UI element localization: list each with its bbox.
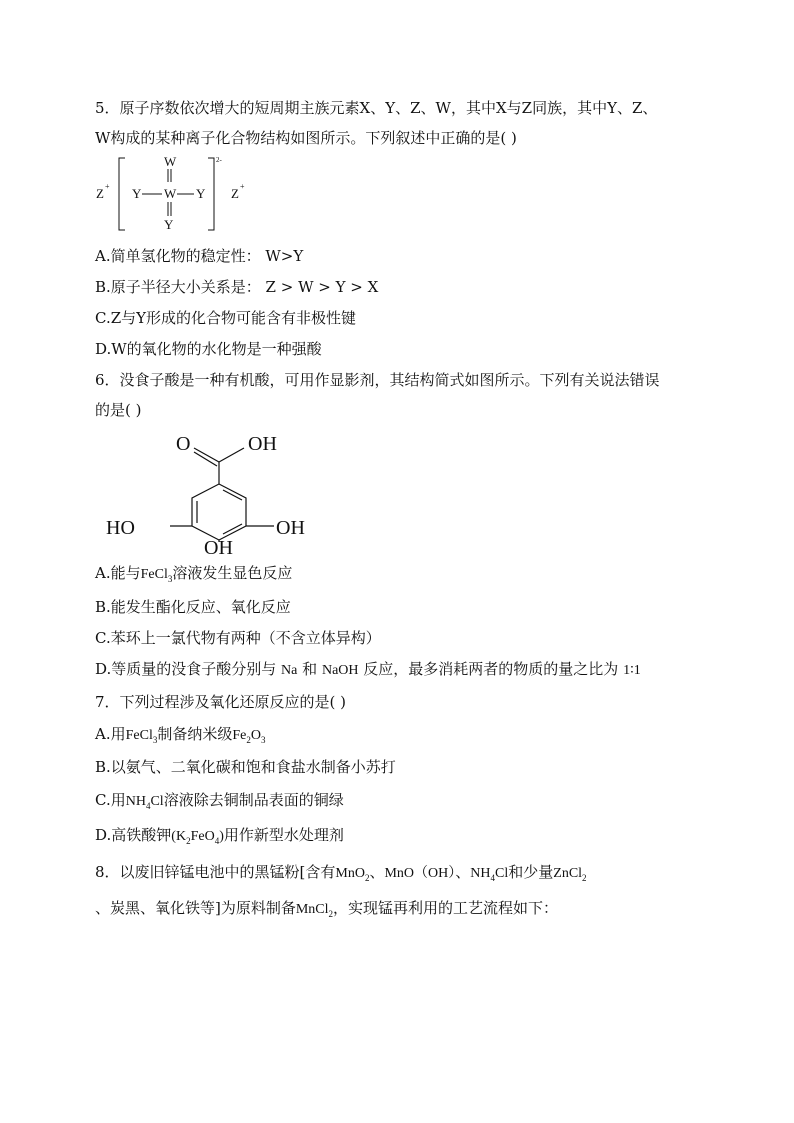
q7-option-b: B.以氨气、二氧化碳和饱和食盐水制备小苏打 — [95, 758, 396, 776]
atom-center: W — [164, 186, 177, 201]
text: 用作新型水处理剂 — [223, 826, 344, 844]
subscript: 2 — [328, 908, 334, 919]
acid-hydroxyl: OH — [248, 433, 277, 455]
cation-right-charge: + — [240, 182, 245, 191]
paren: ( — [171, 829, 176, 844]
formula: MnCl — [295, 902, 329, 917]
q7-option-a — [95, 724, 265, 746]
q5-option-c: C.Z与Y形成的化合物可能含有非极性键 — [95, 309, 357, 327]
q7-stem: 7．下列过程涉及氧化还原反应的是( ) — [95, 693, 347, 711]
q7-option-c — [95, 790, 344, 812]
subscript: 3 — [152, 734, 158, 745]
formula: FeCl — [140, 567, 168, 582]
formula-fe2o3 — [232, 728, 265, 743]
formula: Cl — [495, 866, 509, 881]
q5-stem-line1: 5．原子序数依次增大的短周期主族元素X、Y、Z、W，其中X与Z同族，其中Y、Z、 — [95, 99, 658, 117]
text: A.用 — [95, 725, 126, 743]
subscript: 2 — [246, 734, 251, 745]
q6-gallic-acid-structure — [104, 428, 364, 556]
text: 和 — [302, 660, 318, 678]
q6-stem-line2: 的是( ) — [95, 401, 142, 419]
formula-naoh: NaOH — [321, 663, 359, 678]
text: ，实现锰再利用的工艺流程如下： — [333, 899, 559, 917]
q6-stem-line1: 6．没食子酸是一种有机酸，可用作显影剂，其结构简式如图所示。下列有关说法错误 — [95, 371, 660, 389]
subscript: 2 — [186, 835, 191, 846]
formula-na: Na — [281, 663, 298, 678]
formula: ZnCl — [553, 866, 583, 881]
formula: NH — [470, 866, 491, 881]
q8-stem-line2 — [95, 898, 558, 920]
formula: Cl — [150, 794, 164, 809]
q5-ionic-structure — [90, 152, 270, 234]
q5-option-a: A.简单氢化物的稳定性： W>Y — [95, 247, 304, 265]
atom-bottom: Y — [164, 217, 174, 232]
text: D.高铁酸钾 — [95, 826, 172, 844]
carbonyl-oxygen: O — [176, 433, 191, 455]
q8-stem-line1 — [95, 862, 587, 884]
q6-option-c: C.苯环上一氯代物有两种（不含立体异构） — [95, 629, 381, 647]
formula-mno2 — [335, 866, 369, 881]
text: D.等质量的没食子酸分别与 — [95, 660, 277, 678]
formula: MnO — [335, 866, 365, 881]
q6-option-d — [95, 659, 641, 681]
q5-stem-line2: W构成的某种离子化合物结构如图所示。下列叙述中正确的是( ) — [95, 129, 517, 147]
text: 、 — [455, 863, 471, 881]
bottom-hydroxyl: OH — [204, 537, 233, 556]
cation-left: Z — [96, 186, 104, 201]
anion-charge: 2- — [216, 156, 222, 164]
q6-option-b: B.能发生酯化反应、氧化反应 — [95, 598, 291, 616]
formula: FeCl — [125, 728, 153, 743]
formula: FeO — [190, 829, 215, 844]
cation-right: Z — [231, 186, 239, 201]
q5-option-b: B.原子半径大小关系是： Z > W > Y > X — [95, 278, 379, 296]
cation-left-charge: + — [105, 182, 110, 191]
subscript: 2 — [364, 872, 370, 883]
formula-fecl3 — [126, 728, 158, 743]
text: A.能与 — [95, 564, 141, 582]
formula-k2feo4 — [171, 829, 224, 844]
atom-right: Y — [196, 186, 206, 201]
formula-nh4cl — [470, 866, 508, 881]
ratio: 1∶1 — [623, 663, 641, 678]
left-hydroxyl: HO — [106, 517, 135, 539]
formula-nh4cl — [126, 794, 164, 809]
formula: NH — [125, 794, 146, 809]
text: 反应，最多消耗两者的物质的量之比为 — [363, 660, 619, 678]
text: 溶液发生显色反应 — [172, 564, 293, 582]
q7-option-d — [95, 825, 344, 847]
formula: Fe — [232, 728, 247, 743]
atom-left: Y — [132, 186, 142, 201]
text: 8．以废旧锌锰电池中的黑锰粉[含有 — [95, 863, 336, 881]
text: C.用 — [95, 791, 126, 809]
text: 溶液除去铜制品表面的铜绿 — [163, 791, 344, 809]
subscript: 4 — [490, 872, 496, 883]
formula-fecl3 — [141, 567, 173, 582]
paren: ) — [219, 829, 224, 844]
subscript: 4 — [145, 800, 151, 811]
text: 、炭黑、氧化铁等]为原料制备 — [95, 899, 296, 917]
formula-zncl2 — [553, 866, 586, 881]
formula: K — [175, 829, 187, 844]
subscript: 3 — [167, 573, 173, 584]
formula: O — [250, 728, 261, 743]
q6-option-a — [95, 563, 292, 585]
subscript: 4 — [214, 835, 220, 846]
atom-top: W — [164, 154, 177, 169]
text: 和少量 — [508, 863, 554, 881]
text: 制备纳米级 — [157, 725, 233, 743]
formula-mnooh: MnO（OH） — [384, 866, 456, 881]
right-hydroxyl: OH — [276, 517, 305, 539]
formula-mncl2 — [296, 902, 333, 917]
subscript: 2 — [582, 872, 587, 883]
subscript: 3 — [260, 734, 266, 745]
q5-option-d: D.W的氧化物的水化物是一种强酸 — [95, 340, 322, 358]
text: 、 — [369, 863, 385, 881]
